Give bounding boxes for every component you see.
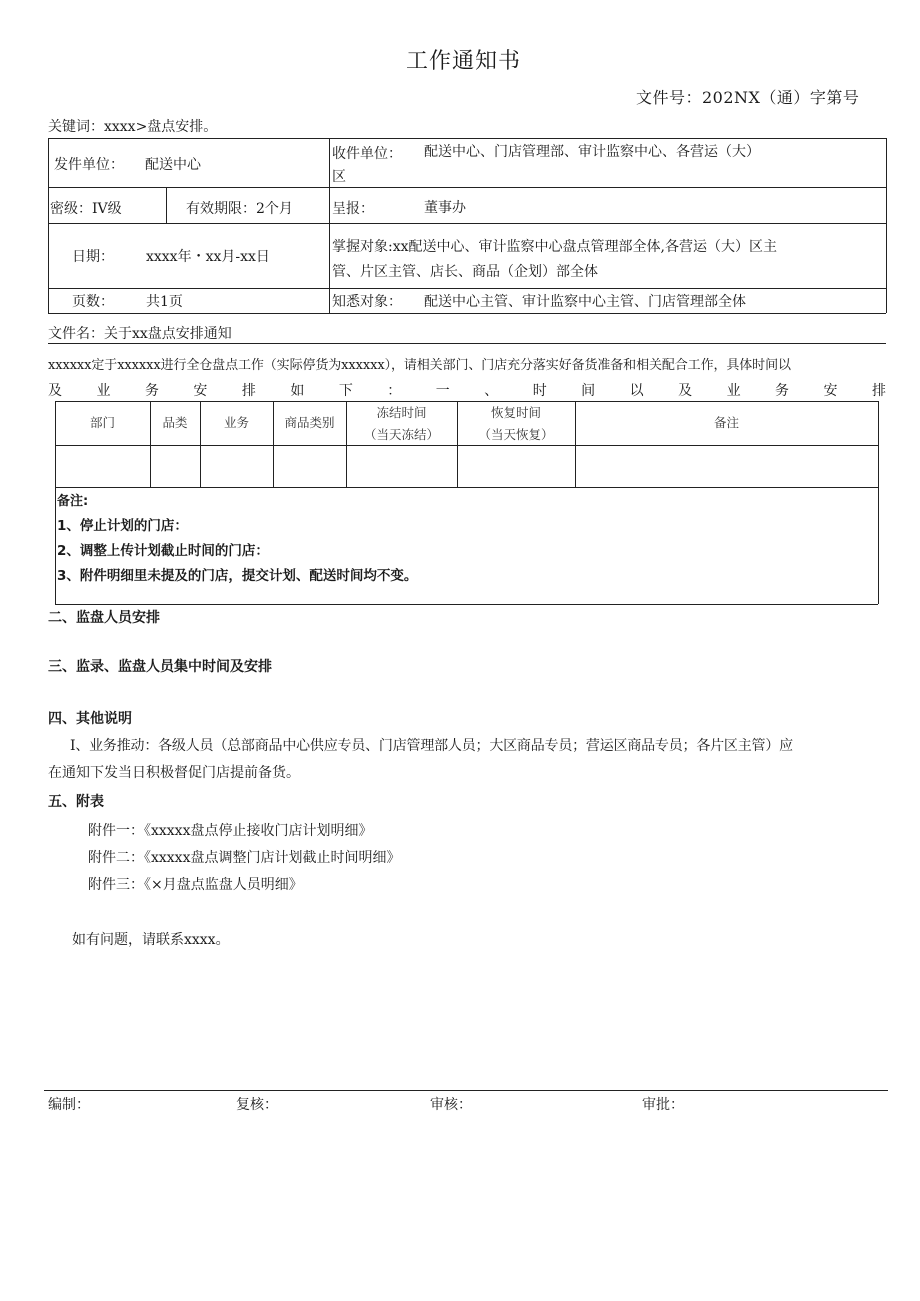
intro-char: 务: [144, 383, 159, 399]
intro-char: 、: [484, 383, 499, 399]
attachment-item: 附件二：《xxxxx盘点调整门店计划截止时间明细》: [88, 850, 401, 866]
intro-char: 安: [823, 383, 838, 399]
header-freeze-sub: （当天冻结）: [363, 427, 439, 442]
remarks-title: 备注:: [57, 494, 89, 509]
footer-recheck: 复核：: [236, 1097, 278, 1113]
header-remarks: 备注: [713, 415, 739, 430]
section-4-body: I、业务推动：各级人员（总部商品中心供应专员、门店管理部人员；大区商品专员；营运区商品专员；各片区主管）应: [70, 738, 793, 754]
intro-char: 下: [338, 383, 353, 399]
receiver-value-cont: 区: [332, 169, 346, 185]
intro-char: 务: [775, 383, 790, 399]
remark-item: 1、停止计划的门店：: [57, 518, 188, 534]
receiver-value: 配送中心、门店管理部、审计监察中心、各营运（大）: [424, 144, 760, 160]
footer-approve: 审批：: [642, 1097, 684, 1113]
intro-char: 业: [726, 383, 741, 399]
intro-char: 排: [871, 383, 886, 399]
receiver-label: 收件单位：: [332, 146, 402, 162]
remark-item: 3、附件明细里未提及的门店，提交计划、配送时间均不变。: [57, 568, 418, 584]
section-5-heading: 五、附表: [48, 794, 104, 810]
header-department: 部门: [89, 415, 115, 430]
intro-char: 时: [532, 383, 547, 399]
header-resume-time: 恢复时间: [490, 405, 541, 420]
date-value: xxxx年・xx月-xx日: [146, 249, 270, 265]
sender-label: 发件单位：: [54, 157, 124, 173]
attachment-item: 附件一：《xxxxx盘点停止接收门店计划明细》: [88, 823, 373, 839]
section-2-heading: 二、监盘人员安排: [48, 610, 160, 626]
intro-char: 及: [678, 383, 693, 399]
intro-char: 如: [290, 383, 305, 399]
intro-char: 以: [629, 383, 644, 399]
header-category: 品类: [162, 415, 188, 430]
intro-char: 安: [193, 383, 208, 399]
report-value: 董事办: [424, 200, 466, 216]
header-freeze-time: 冻结时间: [376, 405, 427, 420]
header-goods-type: 商品类别: [284, 415, 335, 430]
intro-char: 及: [48, 383, 62, 399]
validity-period: 有效期限：2个月: [186, 201, 293, 217]
remark-item: 2、调整上传计划截止时间的门店：: [57, 543, 269, 559]
footer-divider: [44, 1090, 888, 1091]
keywords: 关键词：xxxx>盘点安排。: [48, 119, 218, 135]
file-name: 文件名：关于xx盘点安排通知: [48, 326, 232, 342]
intro-char: 业: [96, 383, 111, 399]
pages-value: 共1页: [146, 294, 183, 310]
date-label: 日期：: [72, 249, 114, 265]
pages-label: 页数：: [72, 294, 114, 310]
intro-paragraph: xxxxxx定于xxxxxx进行全仓盘点工作（实际停货为xxxxxx），请相关部门、门店充分落实好备货准备和相关配合工作，具体时间以: [48, 358, 791, 373]
attachment-item: 附件三：《×月盘点监盘人员明细》: [88, 877, 303, 893]
master-object-line1: 掌握对象:xx配送中心、审计监察中心盘点管理部全体,各营运（大）区主: [332, 239, 777, 255]
aware-label: 知悉对象：: [332, 294, 402, 310]
intro-char: ：: [387, 383, 402, 399]
section-4-heading: 四、其他说明: [48, 711, 132, 727]
footer-review: 审核：: [430, 1097, 472, 1113]
intro-paragraph-line2: [48, 380, 886, 400]
intro-char: 一: [435, 383, 450, 399]
sender-value: 配送中心: [145, 157, 201, 173]
footer-prepare: 编制：: [48, 1097, 90, 1113]
section-3-heading: 三、监录、监盘人员集中时间及安排: [48, 659, 272, 675]
section-4-body-cont: 在通知下发当日积极督促门店提前备货。: [48, 765, 300, 781]
document-number: 文件号：202NX（通）字第号: [636, 88, 860, 107]
header-business: 业务: [223, 415, 249, 430]
contact-note: 如有问题，请联系xxxx。: [72, 932, 230, 948]
report-label: 呈报：: [332, 201, 374, 217]
aware-value: 配送中心主管、审计监察中心主管、门店管理部全体: [424, 294, 746, 310]
secret-level: 密级：IV级: [50, 201, 122, 217]
intro-char: 间: [581, 383, 596, 399]
header-resume-sub: （当天恢复）: [478, 427, 554, 442]
intro-char: 排: [241, 383, 256, 399]
master-object-line2: 管、片区主管、店长、商品（企划）部全体: [332, 264, 598, 280]
document-title: 工作通知书: [406, 49, 522, 74]
